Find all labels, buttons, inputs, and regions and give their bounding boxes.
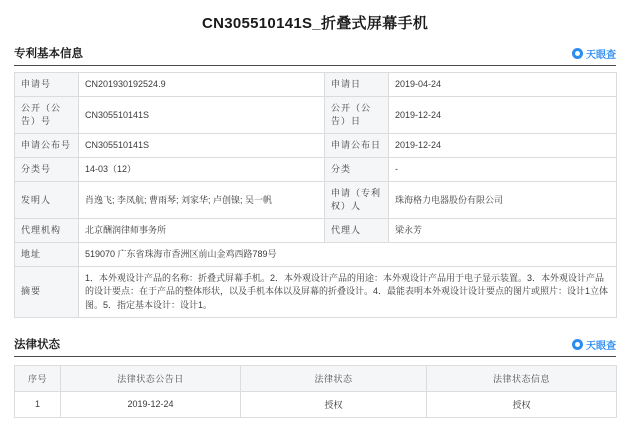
row-label-address: 地址 [15,243,79,267]
brand-logo-basic [572,46,616,61]
column-header-legal-status: 法律状态 [241,365,427,391]
row-label-classification: 分类 [325,158,389,182]
row-value-classification-number: 14-03（12） [79,158,325,182]
table-row [15,134,617,158]
column-header-index: 序号 [15,365,61,391]
table-row [15,219,617,243]
row-value-publication-number: CN305510141S [79,97,325,134]
row-label-abstract: 摘要 [15,267,79,317]
table-row [15,182,617,219]
row-value-agent: 梁永芳 [389,219,617,243]
cell-legal-status-info: 授权 [427,391,617,417]
row-label-inventors: 发明人 [15,182,79,219]
patent-basic-info-table [14,72,617,318]
eye-icon [572,339,583,350]
row-label-agent: 代理人 [325,219,389,243]
row-value-publication-date: 2019-12-24 [389,97,617,134]
row-value-abstract: 1．本外观设计产品的名称：折叠式屏幕手机。2．本外观设计产品的用途：本外观设计产品用于电子显示装置。3．本外观设计产品的设计要点：在于产品的整体形状，以及手机本体以及屏幕的折叠设计。4．最能表明本外观设计设计要点的图片或照片：设计1立体图。5．指定基本设计：设计1。 [79,267,617,317]
table-row [15,158,617,182]
brand-name: 天眼查 [586,340,616,352]
row-label-application-number: 申请号 [15,73,79,97]
column-header-legal-status-info: 法律状态信息 [427,365,617,391]
row-value-address: 519070 广东省珠海市香洲区前山金鸡西路789号 [79,243,617,267]
row-value-app-publication-number: CN305510141S [79,134,325,158]
row-value-classification: - [389,158,617,182]
table-row [15,97,617,134]
legal-status-heading: 法律状态 [14,338,60,351]
row-value-application-number: CN201930192524.9 [79,73,325,97]
column-header-announcement-date: 法律状态公告日 [61,365,241,391]
row-value-inventors: 肖逸飞; 李凤航; 曹雨琴; 刘家华; 卢创镍; 吴一帆 [79,182,325,219]
row-value-app-publication-date: 2019-12-24 [389,134,617,158]
row-label-application-date: 申请日 [325,73,389,97]
row-value-application-date: 2019-04-24 [389,73,617,97]
table-header-row [15,365,617,391]
cell-legal-status: 授权 [241,391,427,417]
row-label-classification-number: 分类号 [15,158,79,182]
row-value-applicant[interactable]: 珠海格力电器股份有限公司 [389,182,617,219]
legal-status-table [14,365,617,418]
basic-info-section-header [14,45,616,66]
row-label-app-publication-number: 申请公布号 [15,134,79,158]
table-row [15,267,617,317]
row-label-publication-number: 公开（公告）号 [15,97,79,134]
legal-status-section-header [14,336,616,357]
legal-status-section [14,336,616,418]
row-label-app-publication-date: 申请公布日 [325,134,389,158]
basic-info-heading: 专利基本信息 [14,48,83,60]
cell-announcement-date: 2019-12-24 [61,391,241,417]
cell-index: 1 [15,391,61,417]
table-row [15,243,617,267]
table-row [15,391,617,417]
eye-icon [572,48,583,59]
page-title: CN305510141S_折叠式屏幕手机 [201,15,429,32]
row-label-applicant: 申请（专利权）人 [325,182,389,219]
brand-logo-legal [572,337,616,352]
brand-name: 天眼查 [586,50,616,61]
table-row [15,73,617,97]
row-value-agency: 北京酬润律师事务所 [79,219,325,243]
row-label-publication-date: 公开（公告）日 [325,97,389,134]
row-label-agency: 代理机构 [15,219,79,243]
